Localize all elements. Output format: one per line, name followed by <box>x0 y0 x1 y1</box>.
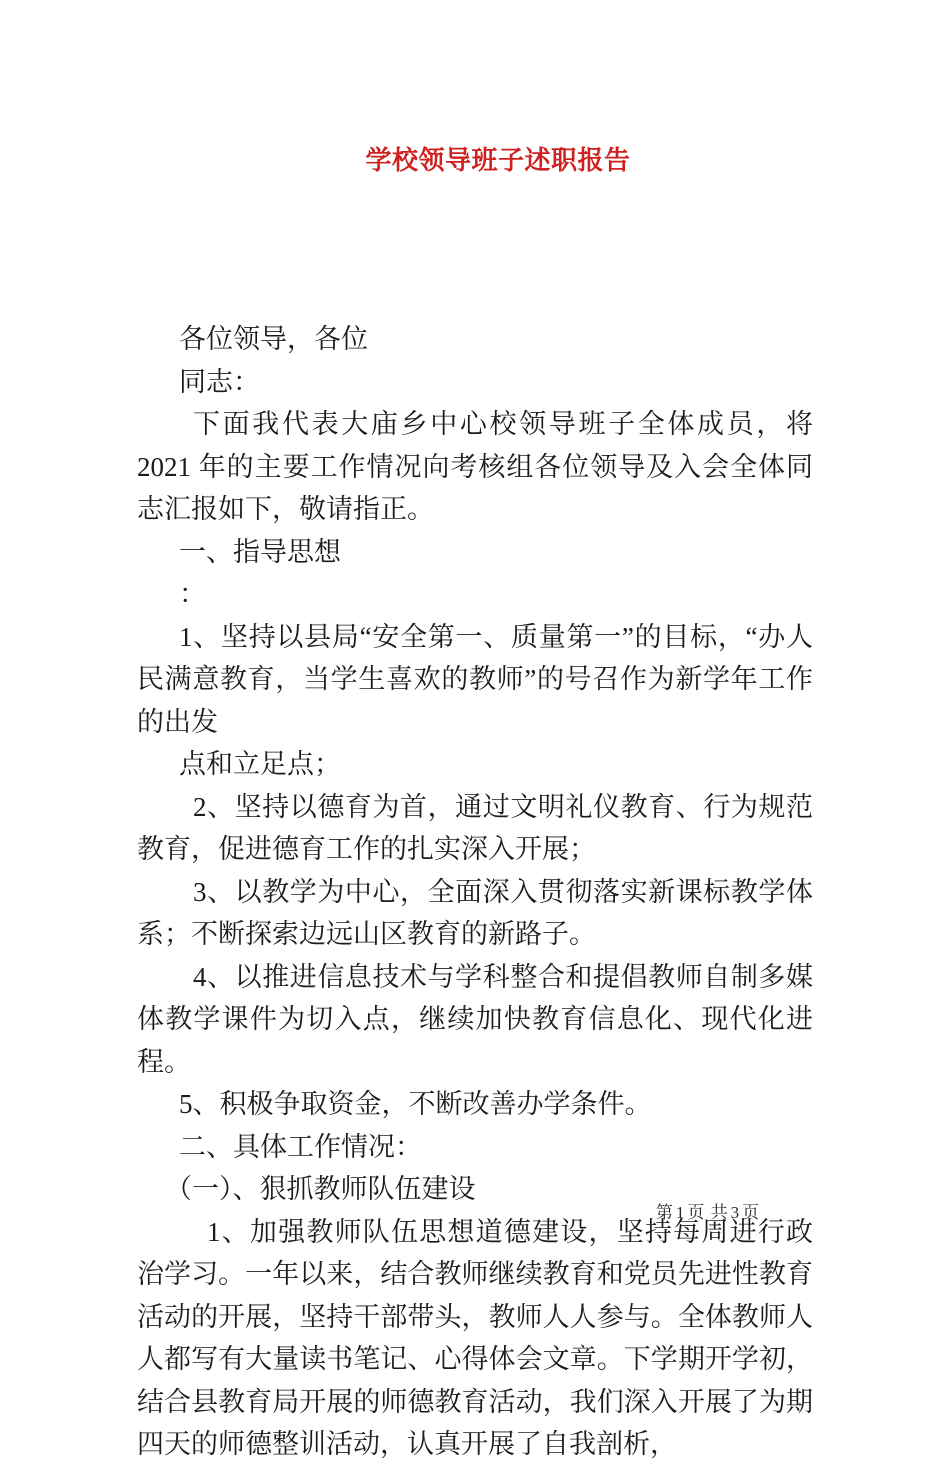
footer-total-pages: 3 <box>730 1203 741 1222</box>
p-salutation-2: 同志： <box>179 366 260 397</box>
p-item-1-5: 5、积极争取资金，不断改善办学条件。 <box>179 1089 652 1119</box>
page-footer <box>0 1202 950 1224</box>
footer-current-page: 1 <box>675 1203 686 1222</box>
footer-middle: 页 共 <box>687 1203 729 1222</box>
p-salutation-1: 各位领导，各位 <box>179 324 368 354</box>
p-section-2-heading: 二、具体工作情况： <box>179 1131 422 1162</box>
p-item-1-2: 2、坚持以德育为首，通过文明礼仪教育、行为规范教育，促进德育工作的扎实深入开展； <box>137 791 813 864</box>
footer-suffix: 页 <box>742 1203 761 1222</box>
page-title <box>0 143 950 179</box>
p-subsection-2-1: （一）、狠抓教师队伍建设 <box>165 1174 476 1204</box>
page-number-indicator <box>656 1202 760 1224</box>
p-item-1-3: 3、以教学为中心，全面深入贯彻落实新课标教学体系；不断探索边远山区教育的新路子。 <box>137 876 813 949</box>
document-body <box>137 318 813 1466</box>
p-item-1-1-cont: 点和立足点； <box>179 749 341 779</box>
footer-prefix: 第 <box>655 1203 674 1222</box>
p-section-1-heading: 一、指导思想 <box>179 536 341 567</box>
p-item-1-4: 4、以推进信息技术与学科整合和提倡教师自制多媒体教学课件为切入点，继续加快教育信息化、现代化进程。 <box>137 961 813 1077</box>
p-item-2-1-1: 1、加强教师队伍思想道德建设，坚持每周进行政治学习。一年以来，结合教师继续教育和党员先进性教育活动的开展，坚持干部带头，教师人人参与。全体教师人人都写有大量读书笔记、心得体会文章。下学期开学初，结合县教育局开展的师德教育活动，我们深入开展了为期四天的师德整训活动，认真开展了自我剖析， <box>137 1216 813 1459</box>
p-intro: 下面我代表大庙乡中心校领导班子全体成员，将 2021 年的主要工作情况向考核组各位领导及入会全体同志汇报如下，敬请指正。 <box>137 409 813 524</box>
p-item-1-1: 1、坚持以县局“安全第一、质量第一”的目标，“办人民满意教育，当学生喜欢的教师”的号召作为新学年工作的出发 <box>137 621 813 737</box>
page-title-text: 学校领导班子述职报告 <box>365 146 631 176</box>
p-section-1-colon: ： <box>179 579 206 609</box>
